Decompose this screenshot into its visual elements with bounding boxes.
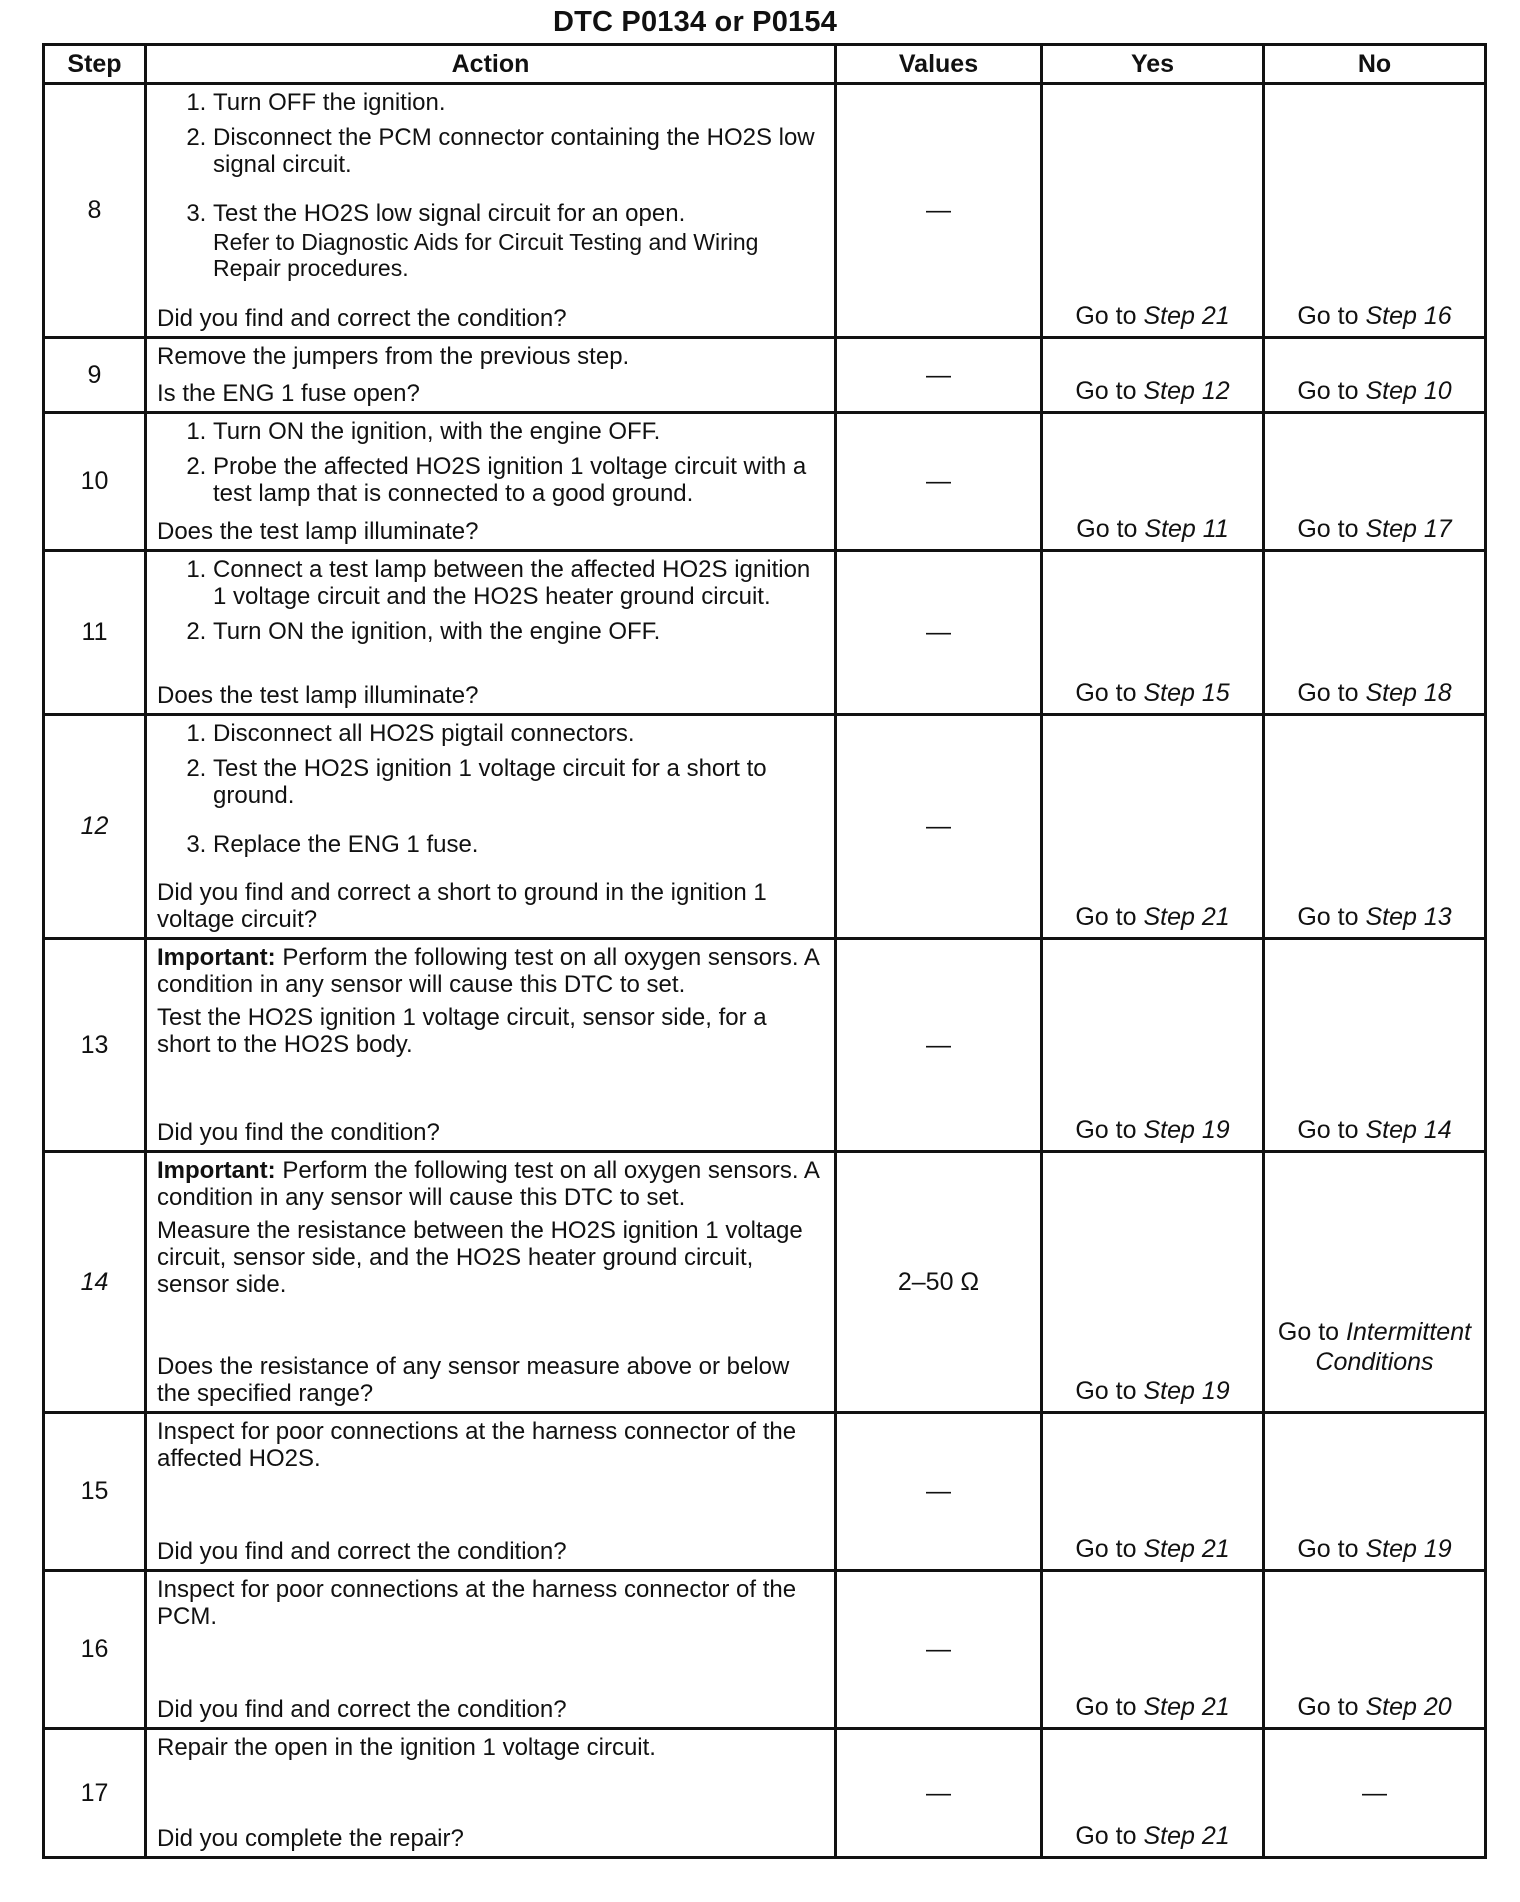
values-cell: — [836, 715, 1042, 939]
action-text: Remove the jumpers from the previous step. [157, 343, 630, 370]
action-question: Did you find and correct the condition? [157, 305, 567, 332]
action-item: 2. Disconnect the PCM connector containing the HO2S low signal circuit. [213, 124, 824, 178]
no-cell [1264, 413, 1486, 551]
no-cell [1264, 1413, 1486, 1571]
values-cell: — [836, 413, 1042, 551]
important-text: Perform the following test on all oxygen sensors. A condition in any sensor will cause this DTC to set. [157, 1157, 819, 1211]
no-cell [1264, 551, 1486, 715]
table-row [44, 1152, 1486, 1413]
action-question: Did you complete the repair? [157, 1825, 464, 1852]
yes-step-link[interactable]: Step 21 [1143, 1535, 1230, 1563]
no-cell [1264, 939, 1486, 1152]
go-to-label: Go to [1297, 1535, 1359, 1563]
table-row [44, 338, 1486, 413]
go-to-label: Go to [1075, 1822, 1137, 1850]
important-label: Important: [157, 944, 276, 971]
step-number: 12 [44, 715, 146, 939]
go-to-label: Go to [1297, 903, 1359, 931]
step-number: 11 [44, 551, 146, 715]
important-text: Perform the following test on all oxygen sensors. A condition in any sensor will cause this DTC to set. [157, 944, 819, 998]
go-to-label: Go to [1076, 515, 1138, 543]
header-step: Step [44, 45, 146, 84]
values-cell: 2–50 Ω [836, 1152, 1042, 1413]
no-cell: — [1264, 1729, 1486, 1858]
step-number: 8 [44, 84, 146, 338]
go-to-label: Go to [1075, 302, 1137, 330]
step-number: 15 [44, 1413, 146, 1571]
yes-cell [1042, 1413, 1264, 1571]
yes-step-link[interactable]: Step 15 [1143, 679, 1230, 707]
action-cell [146, 1152, 836, 1413]
no-cell [1264, 1571, 1486, 1729]
go-to-label: Go to [1297, 302, 1359, 330]
important-note [157, 944, 824, 998]
step-number: 13 [44, 939, 146, 1152]
no-cell [1264, 715, 1486, 939]
diagnostic-table [42, 43, 1487, 1859]
step-number: 9 [44, 338, 146, 413]
table-row [44, 84, 1486, 338]
go-to-label: Go to [1297, 515, 1359, 543]
table-row [44, 413, 1486, 551]
yes-step-link[interactable]: Step 19 [1143, 1377, 1230, 1405]
header-yes: Yes [1042, 45, 1264, 84]
table-row [44, 551, 1486, 715]
table-row [44, 1413, 1486, 1571]
yes-cell [1042, 1152, 1264, 1413]
action-question: Did you find and correct the condition? [157, 1538, 567, 1565]
action-cell [146, 1571, 836, 1729]
action-item-text: Test the HO2S low signal circuit for an open. [213, 200, 686, 227]
go-to-label: Go to [1075, 377, 1137, 405]
action-text: Inspect for poor connections at the harness connector of the PCM. [157, 1576, 797, 1630]
action-item: 1. Connect a test lamp between the affected HO2S ignition 1 voltage circuit and the HO2S heater ground circuit. [213, 556, 824, 610]
no-step-link[interactable]: Step 10 [1365, 377, 1452, 405]
step-number: 14 [44, 1152, 146, 1413]
important-label: Important: [157, 1157, 276, 1184]
action-item [213, 200, 824, 281]
no-step-link[interactable]: Step 20 [1365, 1693, 1452, 1721]
action-text: Measure the resistance between the HO2S ignition 1 voltage circuit, sensor side, and the HO2S heater ground circuit, sensor side. [157, 1217, 803, 1298]
action-cell [146, 1729, 836, 1858]
table-row [44, 1729, 1486, 1858]
go-to-label: Go to [1075, 1693, 1137, 1721]
action-item: 1. Disconnect all HO2S pigtail connectors. [213, 720, 824, 747]
table-row [44, 1571, 1486, 1729]
go-to-label: Go to [1075, 903, 1137, 931]
no-cell [1264, 84, 1486, 338]
action-question: Is the ENG 1 fuse open? [157, 380, 420, 407]
table-row [44, 715, 1486, 939]
action-cell [146, 338, 836, 413]
no-step-link[interactable]: Intermittent Conditions [1315, 1318, 1472, 1376]
action-question: Did you find the condition? [157, 1119, 440, 1146]
yes-step-link[interactable]: Step 21 [1143, 1693, 1230, 1721]
important-note [157, 1157, 824, 1211]
page-title: DTC P0134 or P0154 [552, 6, 838, 38]
header-values: Values [836, 45, 1042, 84]
yes-cell [1042, 551, 1264, 715]
values-cell: — [836, 939, 1042, 1152]
yes-cell [1042, 939, 1264, 1152]
no-cell [1264, 1152, 1486, 1413]
action-cell [146, 715, 836, 939]
yes-cell [1042, 1571, 1264, 1729]
yes-cell [1042, 715, 1264, 939]
step-number: 16 [44, 1571, 146, 1729]
action-text: Inspect for poor connections at the harness connector of the affected HO2S. [157, 1418, 797, 1472]
action-question: Did you find and correct a short to ground in the ignition 1 voltage circuit? [157, 879, 767, 933]
no-step-link[interactable]: Step 13 [1365, 903, 1452, 931]
yes-cell [1042, 84, 1264, 338]
step-number: 17 [44, 1729, 146, 1858]
action-item: 1. Turn ON the ignition, with the engine OFF. [213, 418, 824, 445]
action-cell [146, 551, 836, 715]
yes-cell [1042, 338, 1264, 413]
no-step-link[interactable]: Step 19 [1365, 1535, 1452, 1563]
action-cell [146, 84, 836, 338]
no-step-link[interactable]: Step 16 [1365, 302, 1452, 330]
no-cell [1264, 338, 1486, 413]
action-item: 2. Test the HO2S ignition 1 voltage circuit for a short to ground. [213, 755, 824, 809]
action-text: Test the HO2S ignition 1 voltage circuit, sensor side, for a short to the HO2S body. [157, 1004, 767, 1058]
yes-step-link[interactable]: Step 11 [1144, 515, 1229, 543]
table-row [44, 939, 1486, 1152]
header-action: Action [146, 45, 836, 84]
action-item: 3. Replace the ENG 1 fuse. [213, 831, 824, 858]
yes-cell [1042, 1729, 1264, 1858]
go-to-label: Go to [1277, 1318, 1340, 1346]
go-to-label: Go to [1297, 679, 1359, 707]
go-to-label: Go to [1075, 1116, 1137, 1144]
action-question: Did you find and correct the condition? [157, 1696, 567, 1723]
go-to-label: Go to [1297, 1693, 1359, 1721]
action-question: Does the test lamp illuminate? [157, 682, 479, 709]
yes-cell [1042, 413, 1264, 551]
table-header-row [44, 45, 1486, 84]
yes-step-link[interactable]: Step 21 [1143, 903, 1230, 931]
action-item: 2. Turn ON the ignition, with the engine OFF. [213, 618, 824, 645]
yes-step-link[interactable]: Step 21 [1143, 1822, 1230, 1850]
step-number: 10 [44, 413, 146, 551]
values-cell: — [836, 551, 1042, 715]
no-step-link[interactable]: Step 18 [1365, 679, 1452, 707]
values-cell: — [836, 1571, 1042, 1729]
yes-step-link[interactable]: Step 21 [1143, 302, 1230, 330]
action-question: Does the resistance of any sensor measure above or below the specified range? [157, 1353, 790, 1407]
values-cell: — [836, 1729, 1042, 1858]
action-text: Repair the open in the ignition 1 voltage circuit. [157, 1734, 656, 1761]
yes-step-link[interactable]: Step 12 [1143, 377, 1230, 405]
values-cell: — [836, 338, 1042, 413]
header-no: No [1264, 45, 1486, 84]
action-cell [146, 1413, 836, 1571]
values-cell: — [836, 84, 1042, 338]
action-item: 2. Probe the affected HO2S ignition 1 voltage circuit with a test lamp that is connected to a good ground. [213, 453, 824, 507]
yes-step-link[interactable]: Step 19 [1143, 1116, 1230, 1144]
go-to-label: Go to [1297, 377, 1359, 405]
action-item: 1. Turn OFF the ignition. [213, 89, 824, 116]
go-to-label: Go to [1075, 1535, 1137, 1563]
action-question: Does the test lamp illuminate? [157, 518, 479, 545]
action-cell [146, 413, 836, 551]
no-step-link[interactable]: Step 17 [1365, 515, 1452, 543]
no-step-link[interactable]: Step 14 [1365, 1116, 1452, 1144]
values-cell: — [836, 1413, 1042, 1571]
go-to-label: Go to [1297, 1116, 1359, 1144]
action-note: Refer to Diagnostic Aids for Circuit Testing and Wiring Repair procedures. [213, 229, 759, 281]
action-cell [146, 939, 836, 1152]
go-to-label: Go to [1075, 679, 1137, 707]
go-to-label: Go to [1075, 1377, 1137, 1405]
